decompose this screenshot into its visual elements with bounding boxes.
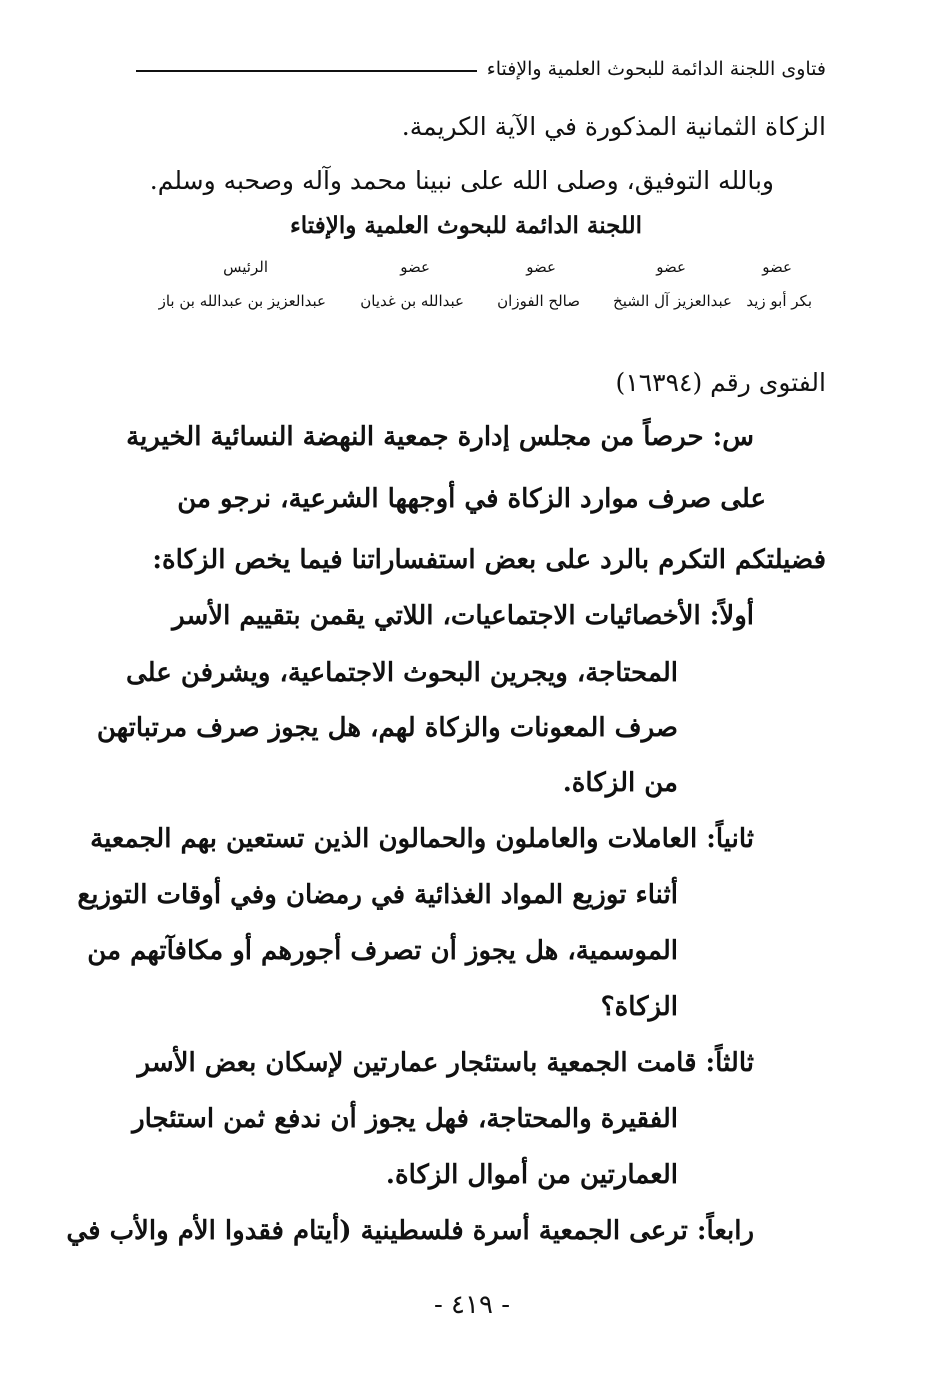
header-rule bbox=[136, 70, 477, 72]
question-line: أثناء توزيع المواد الغذائية في رمضان وفي أوقات التوزيع bbox=[77, 880, 678, 910]
committee-roles bbox=[0, 258, 944, 280]
role-president: الرئيس bbox=[223, 258, 268, 276]
running-header bbox=[136, 58, 826, 80]
question-line: الموسمية، هل يجوز أن تصرف أجورهم أو مكافآتهم من bbox=[87, 936, 678, 966]
role-member-2: عضو bbox=[656, 258, 686, 276]
question-line: أولاً: الأخصائيات الاجتماعيات، اللاتي يقمن بتقييم الأسر bbox=[172, 601, 754, 631]
question-line: رابعاً: ترعى الجمعية أسرة فلسطينية (أيتام فقدوا الأم والأب في bbox=[66, 1216, 754, 1246]
question-line: س: حرصاً من مجلس إدارة جمعية النهضة النسائية الخيرية bbox=[126, 422, 754, 452]
question-line: على صرف موارد الزكاة في أوجهها الشرعية، نرجو من bbox=[177, 484, 766, 514]
role-member-4: عضو bbox=[400, 258, 430, 276]
page-number: - ٤١٩ - bbox=[433, 1290, 511, 1320]
running-title: فتاوى اللجنة الدائمة للبحوث العلمية والإفتاء bbox=[486, 58, 826, 80]
question-line: المحتاجة، ويجرين البحوث الاجتماعية، ويشرفن على bbox=[126, 658, 678, 688]
question-line: الفقيرة والمحتاجة، فهل يجوز أن ندفع ثمن استئجار bbox=[132, 1104, 678, 1134]
committee-names bbox=[0, 292, 944, 314]
name-member-2: عبدالعزيز آل الشيخ bbox=[613, 292, 732, 310]
question-line: العمارتين من أموال الزكاة. bbox=[385, 1160, 678, 1190]
fatwa-number: الفتوى رقم (١٦٣٩٤) bbox=[615, 368, 826, 397]
question-line: ثالثاً: قامت الجمعية باستئجار عمارتين لإسكان بعض الأسر bbox=[137, 1048, 754, 1078]
name-member-4: عبدالله بن غديان bbox=[360, 292, 464, 310]
name-member-3: صالح الفوزان bbox=[497, 292, 580, 310]
intro-line-2: وبالله التوفيق، وصلى الله على نبينا محمد وآله وصحبه وسلم. bbox=[149, 166, 774, 195]
role-member-3: عضو bbox=[526, 258, 556, 276]
committee-title: اللجنة الدائمة للبحوث العلمية والإفتاء bbox=[289, 212, 642, 239]
question-line: صرف المعونات والزكاة لهم، هل يجوز صرف مرتباتهن bbox=[96, 713, 678, 743]
role-member-1: عضو bbox=[762, 258, 792, 276]
intro-line-1: الزكاة الثمانية المذكورة في الآية الكريمة. bbox=[401, 112, 826, 141]
name-member-1: بكر أبو زيد bbox=[746, 292, 812, 310]
question-line: ثانياً: العاملات والعاملون والحمالون الذين تستعين بهم الجمعية bbox=[90, 824, 754, 854]
question-line: فضيلتكم التكرم بالرد على بعض استفساراتنا فيما يخص الزكاة: bbox=[152, 545, 826, 575]
question-line: الزكاة؟ bbox=[600, 992, 678, 1022]
name-president: عبدالعزيز بن عبدالله بن باز bbox=[158, 292, 326, 310]
question-line: من الزكاة. bbox=[562, 768, 678, 798]
